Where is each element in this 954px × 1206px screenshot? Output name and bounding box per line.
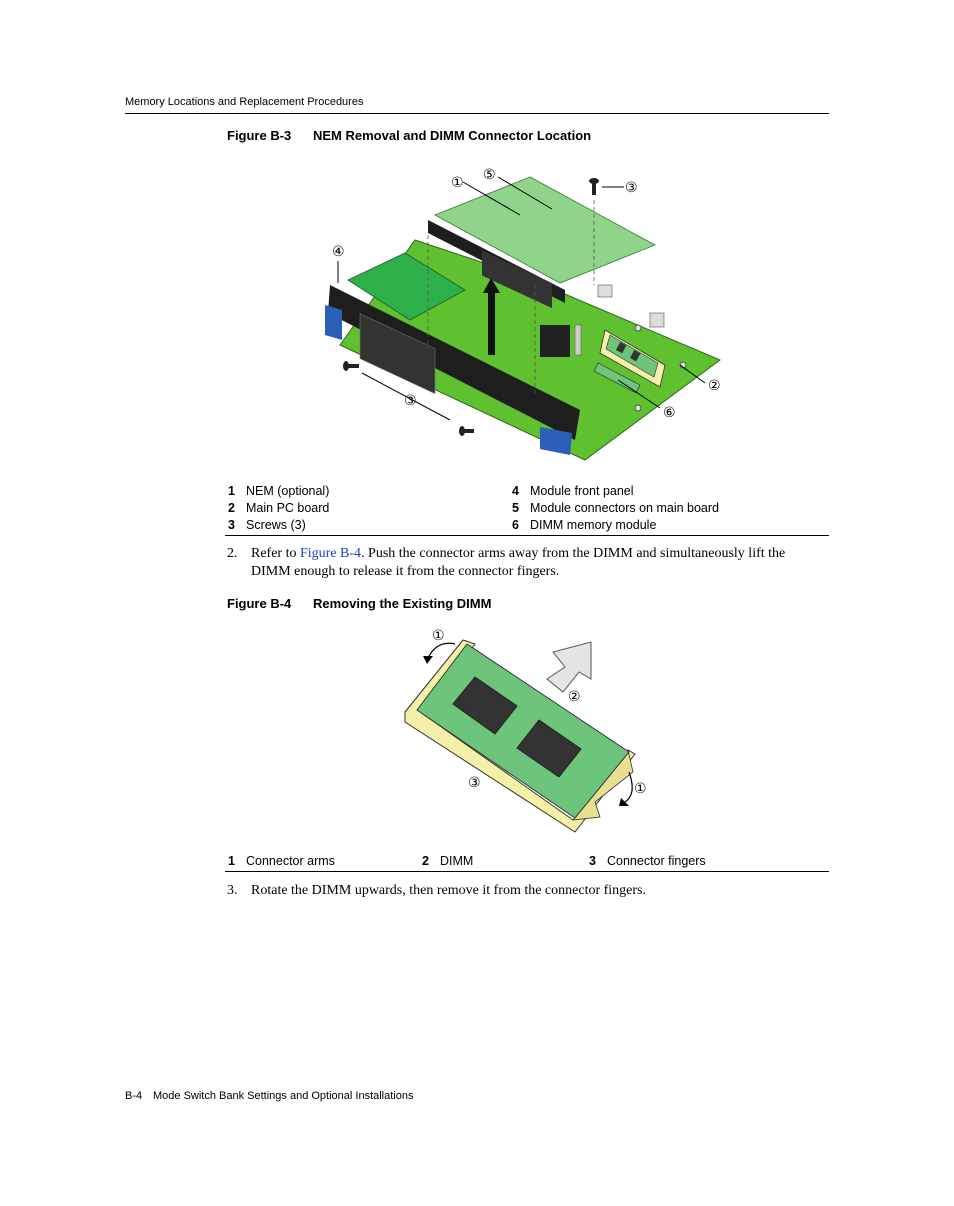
- step-3-number: 3.: [227, 883, 238, 898]
- legend-item: 1 NEM (optional): [228, 484, 330, 498]
- callout-1: ①: [451, 175, 464, 191]
- board-hole: [635, 405, 641, 411]
- figure-b3-caption: [227, 128, 591, 143]
- legend-item: 3 Screws (3): [228, 518, 306, 532]
- figure-b4-caption: [227, 596, 491, 611]
- step-2-text: Refer to Figure B-4. Push the connector arms away from the DIMM and simultaneously lift the DIMM enough to release it from the connector fingers.: [251, 546, 786, 579]
- module-connector: [540, 325, 570, 357]
- legend-item: 6 DIMM memory module: [512, 518, 657, 532]
- lift-direction-arrow: [547, 642, 591, 692]
- step-3-text: Rotate the DIMM upwards, then remove it from the connector fingers.: [251, 883, 647, 898]
- callout-5: ⑤: [483, 167, 496, 183]
- page-footer: [125, 1090, 413, 1102]
- lift-arrow-shaft: [488, 290, 495, 355]
- step-2-number: 2.: [227, 546, 238, 561]
- front-panel-latch: [325, 305, 342, 340]
- legend-item: 4 Module front panel: [512, 484, 634, 498]
- callout-1-lower: ①: [634, 781, 647, 797]
- callout-6: ⑥: [663, 405, 676, 421]
- figure-b3-illustration: [320, 165, 740, 465]
- legend-item: 1 Connector arms: [228, 854, 335, 868]
- board-component: [598, 285, 612, 297]
- board-component: [650, 313, 664, 327]
- figure-b3-title: NEM Removal and DIMM Connector Location: [313, 128, 592, 143]
- legend-item: 3 Connector fingers: [589, 854, 706, 868]
- callout-2: ②: [708, 378, 721, 394]
- callout-3: ③: [468, 775, 481, 791]
- legend-rule: [225, 535, 829, 536]
- board-hole: [635, 325, 641, 331]
- callout-3: ③: [625, 180, 638, 196]
- legend-item: 5 Module connectors on main board: [512, 501, 720, 515]
- page-number: B-4: [125, 1090, 143, 1102]
- legend-rule: [225, 871, 829, 872]
- figure-b4-title: Removing the Existing DIMM: [313, 596, 492, 611]
- callout-2: ②: [568, 689, 581, 705]
- module-connector-post: [575, 325, 581, 355]
- footer-title: Mode Switch Bank Settings and Optional Installations: [153, 1090, 414, 1102]
- legend-item: 2 DIMM: [422, 854, 474, 868]
- screw-icon: [343, 361, 359, 371]
- figure-b4-number: Figure B-4: [227, 596, 292, 611]
- arrow-head: [423, 656, 433, 664]
- screw-icon: [589, 178, 599, 195]
- legend-item: 2 Main PC board: [228, 501, 330, 515]
- header-rule: [125, 113, 829, 114]
- figure-b4-illustration: [395, 622, 665, 837]
- running-header: Memory Locations and Replacement Procedures: [125, 96, 364, 108]
- callout-4: ④: [332, 244, 345, 260]
- callout-3-screws: ③: [404, 393, 417, 409]
- figure-b3-number: Figure B-3: [227, 128, 292, 143]
- callout-1: ①: [432, 628, 445, 644]
- figure-b4-link[interactable]: Figure B-4: [299, 546, 362, 561]
- screw-icon: [459, 426, 474, 436]
